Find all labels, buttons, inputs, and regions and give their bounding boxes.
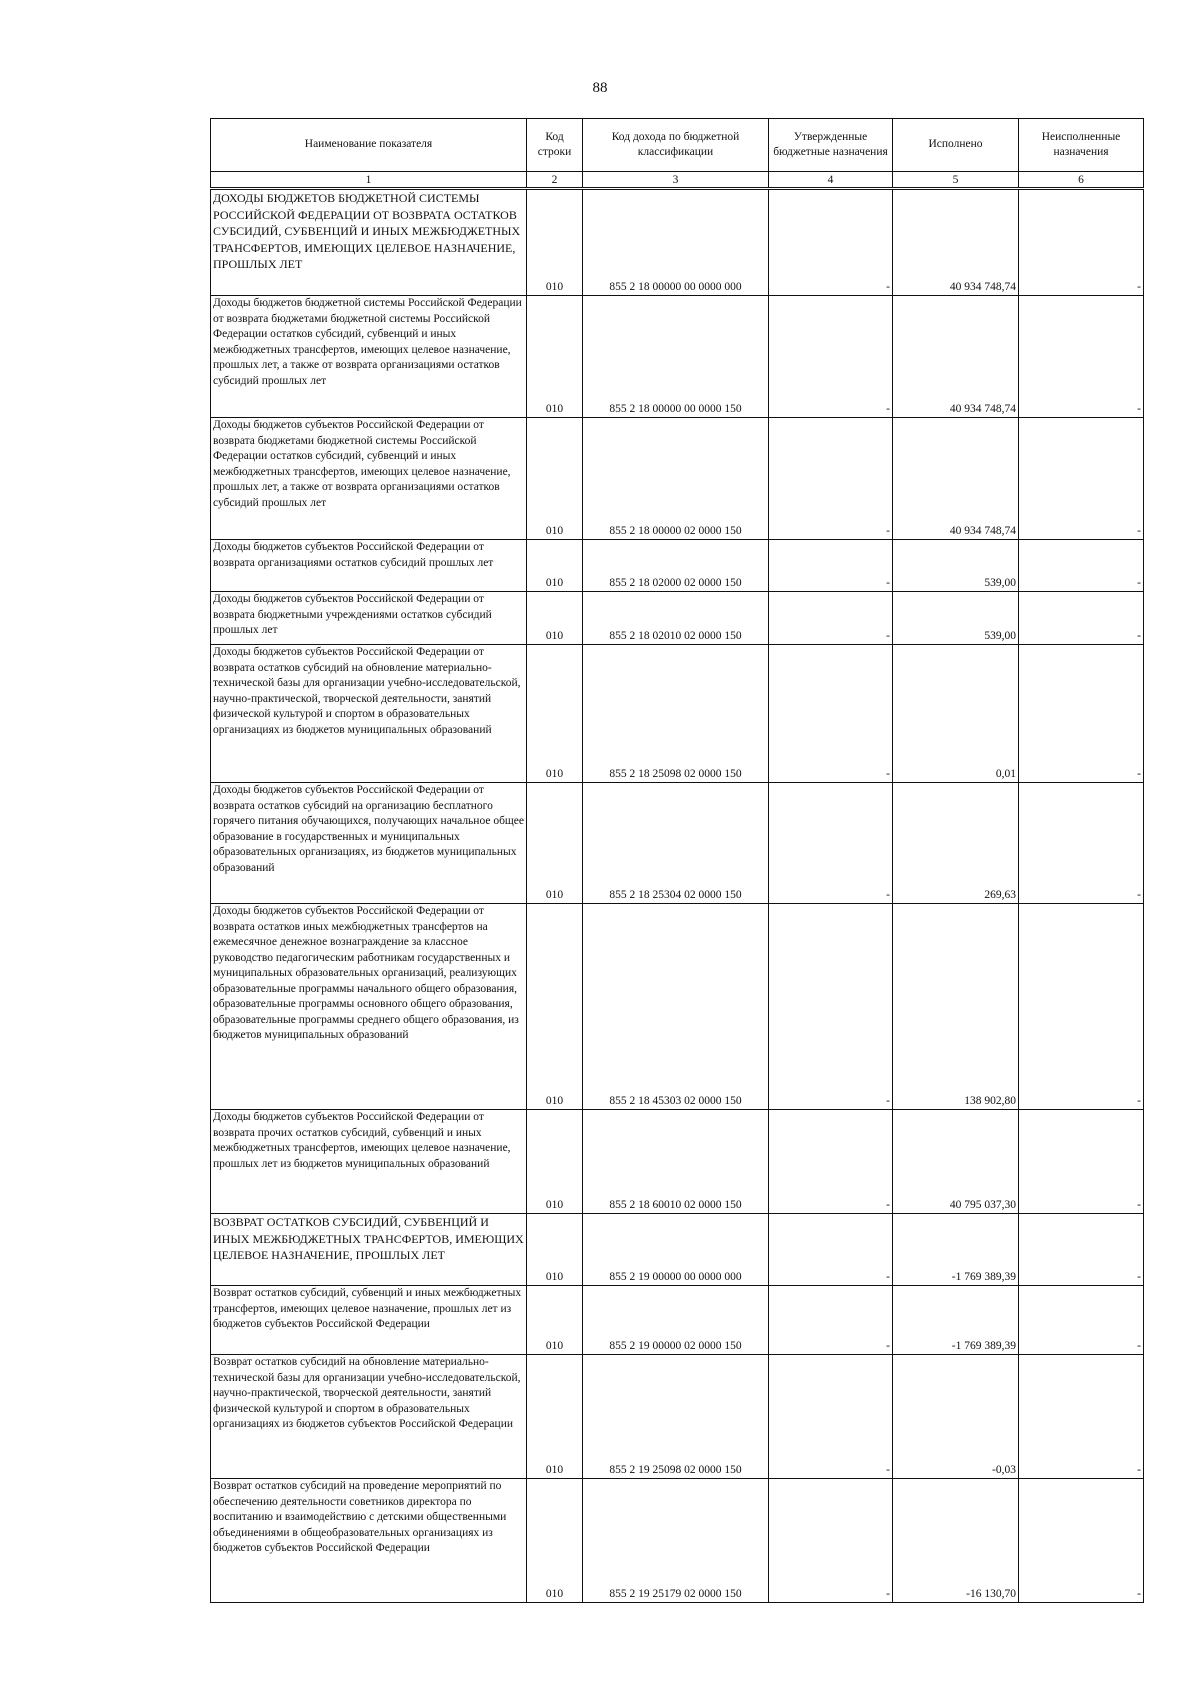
budget-classification-code: 855 2 19 00000 02 0000 150 [583, 1286, 769, 1355]
line-code: 010 [527, 1286, 583, 1355]
unexecuted-amount: - [1019, 1286, 1144, 1355]
approved-amount: - [769, 296, 893, 418]
column-header-kbk: Код дохода по бюджетной классификации [583, 119, 769, 172]
table-row [211, 1479, 1144, 1603]
table-row [211, 1110, 1144, 1214]
indicator-name: Возврат остатков субсидий на обновление материально-технической базы для организации учебно-исследовательской, научно-практической, творческой деятельности, занятий физической культурой и спортом в образовательных организациях из бюджетов субъектов Российской Федерации [211, 1355, 527, 1479]
approved-amount: - [769, 1355, 893, 1479]
indicator-name: Возврат остатков субсидий, субвенций и иных межбюджетных трансфертов, имеющих целевое назначение, прошлых лет из бюджетов субъектов Российской Федерации [211, 1286, 527, 1355]
budget-classification-code: 855 2 19 25179 02 0000 150 [583, 1479, 769, 1603]
approved-amount: - [769, 783, 893, 904]
column-header-line-code: Код строки [527, 119, 583, 172]
budget-classification-code: 855 2 18 45303 02 0000 150 [583, 904, 769, 1110]
indicator-name: Доходы бюджетов субъектов Российской Федерации от возврата бюджетными учреждениями остатков субсидий прошлых лет [211, 592, 527, 645]
table-row [211, 418, 1144, 540]
executed-amount: -16 130,70 [893, 1479, 1019, 1603]
budget-classification-code: 855 2 18 00000 02 0000 150 [583, 418, 769, 540]
budget-classification-code: 855 2 18 60010 02 0000 150 [583, 1110, 769, 1214]
table-row [211, 1214, 1144, 1286]
unexecuted-amount: - [1019, 1110, 1144, 1214]
unexecuted-amount: - [1019, 1214, 1144, 1286]
table-row [211, 904, 1144, 1110]
line-code: 010 [527, 296, 583, 418]
unexecuted-amount: - [1019, 540, 1144, 592]
column-number: 4 [769, 172, 893, 189]
executed-amount: -0,03 [893, 1355, 1019, 1479]
executed-amount: 269,63 [893, 783, 1019, 904]
indicator-name: ДОХОДЫ БЮДЖЕТОВ БЮДЖЕТНОЙ СИСТЕМЫ РОССИЙСКОЙ ФЕДЕРАЦИИ ОТ ВОЗВРАТА ОСТАТКОВ СУБСИДИЙ, СУБВЕНЦИЙ И ИНЫХ МЕЖБЮДЖЕТНЫХ ТРАНСФЕРТОВ, ИМЕЮЩИХ ЦЕЛЕВОЕ НАЗНАЧЕНИЕ, ПРОШЛЫХ ЛЕТ [211, 189, 527, 296]
executed-amount: -1 769 389,39 [893, 1286, 1019, 1355]
indicator-name: Возврат остатков субсидий на проведение мероприятий по обеспечению деятельности советников директора по воспитанию и взаимодействию с детскими общественными объединениями в общеобразовательных организациях из бюджетов субъектов Российской Федерации [211, 1479, 527, 1603]
column-header-approved: Утвержденные бюджетные назначения [769, 119, 893, 172]
line-code: 010 [527, 1110, 583, 1214]
unexecuted-amount: - [1019, 1479, 1144, 1603]
approved-amount: - [769, 1110, 893, 1214]
table-row [211, 592, 1144, 645]
approved-amount: - [769, 904, 893, 1110]
indicator-name: Доходы бюджетов субъектов Российской Федерации от возврата бюджетами бюджетной системы Российской Федерации остатков субсидий, субвенций и иных межбюджетных трансфертов, имеющих целевое назначение, прошлых лет, а также от возврата организациями остатков субсидий прошлых лет [211, 418, 527, 540]
unexecuted-amount: - [1019, 592, 1144, 645]
executed-amount: 40 934 748,74 [893, 418, 1019, 540]
unexecuted-amount: - [1019, 783, 1144, 904]
unexecuted-amount: - [1019, 904, 1144, 1110]
budget-classification-code: 855 2 18 00000 00 0000 000 [583, 189, 769, 296]
unexecuted-amount: - [1019, 645, 1144, 783]
table-row [211, 1286, 1144, 1355]
line-code: 010 [527, 1214, 583, 1286]
table-row [211, 1355, 1144, 1479]
column-number: 3 [583, 172, 769, 189]
unexecuted-amount: - [1019, 1355, 1144, 1479]
executed-amount: 40 934 748,74 [893, 189, 1019, 296]
approved-amount: - [769, 645, 893, 783]
column-number: 1 [211, 172, 527, 189]
approved-amount: - [769, 418, 893, 540]
executed-amount: 539,00 [893, 540, 1019, 592]
approved-amount: - [769, 1286, 893, 1355]
budget-revenue-table [210, 118, 1144, 1603]
line-code: 010 [527, 1479, 583, 1603]
column-number: 6 [1019, 172, 1144, 189]
line-code: 010 [527, 418, 583, 540]
budget-classification-code: 855 2 18 02010 02 0000 150 [583, 592, 769, 645]
column-number: 2 [527, 172, 583, 189]
line-code: 010 [527, 592, 583, 645]
indicator-name: Доходы бюджетов бюджетной системы Российской Федерации от возврата бюджетами бюджетной системы Российской Федерации остатков субсидий, субвенций и иных межбюджетных трансфертов, имеющих целевое назначение, прошлых лет, а также от возврата организациями остатков субсидий прошлых лет [211, 296, 527, 418]
approved-amount: - [769, 189, 893, 296]
executed-amount: 40 795 037,30 [893, 1110, 1019, 1214]
column-number-row [211, 172, 1144, 189]
page-number: 88 [592, 80, 608, 96]
indicator-name: Доходы бюджетов субъектов Российской Федерации от возврата остатков субсидий на организацию бесплатного горячего питания обучающихся, получающих начальное общее образование в государственных и муниципальных образовательных организациях, из бюджетов муниципальных образований [211, 783, 527, 904]
table-row [211, 296, 1144, 418]
executed-amount: 40 934 748,74 [893, 296, 1019, 418]
executed-amount: 138 902,80 [893, 904, 1019, 1110]
approved-amount: - [769, 1214, 893, 1286]
approved-amount: - [769, 1479, 893, 1603]
indicator-name: Доходы бюджетов субъектов Российской Федерации от возврата остатков иных межбюджетных трансфертов на ежемесячное денежное вознаграждение за классное руководство педагогическим работникам государственных и муниципальных образовательных организаций, реализующих образовательные программы начального общего образования, образовательные программы основного общего образования, образовательные программы среднего общего образования, из бюджетов муниципальных образований [211, 904, 527, 1110]
approved-amount: - [769, 592, 893, 645]
indicator-name: Доходы бюджетов субъектов Российской Федерации от возврата остатков субсидий на обновление материально-технической базы для организации учебно-исследовательской, научно-практической, творческой деятельности, занятий физической культурой и спортом в образовательных организациях из бюджетов муниципальных образований [211, 645, 527, 783]
indicator-name: ВОЗВРАТ ОСТАТКОВ СУБСИДИЙ, СУБВЕНЦИЙ И ИНЫХ МЕЖБЮДЖЕТНЫХ ТРАНСФЕРТОВ, ИМЕЮЩИХ ЦЕЛЕВОЕ НАЗНАЧЕНИЕ, ПРОШЛЫХ ЛЕТ [211, 1214, 527, 1286]
table-row [211, 540, 1144, 592]
column-header-name: Наименование показателя [211, 119, 527, 172]
unexecuted-amount: - [1019, 418, 1144, 540]
table-header-row [211, 119, 1144, 172]
line-code: 010 [527, 645, 583, 783]
line-code: 010 [527, 540, 583, 592]
budget-classification-code: 855 2 18 25304 02 0000 150 [583, 783, 769, 904]
table-row [211, 189, 1144, 296]
unexecuted-amount: - [1019, 296, 1144, 418]
budget-classification-code: 855 2 19 00000 00 0000 000 [583, 1214, 769, 1286]
executed-amount: 539,00 [893, 592, 1019, 645]
table-row [211, 783, 1144, 904]
column-header-unexecuted: Неисполненные назначения [1019, 119, 1144, 172]
budget-classification-code: 855 2 19 25098 02 0000 150 [583, 1355, 769, 1479]
budget-classification-code: 855 2 18 02000 02 0000 150 [583, 540, 769, 592]
unexecuted-amount: - [1019, 189, 1144, 296]
indicator-name: Доходы бюджетов субъектов Российской Федерации от возврата прочих остатков субсидий, субвенций и иных межбюджетных трансфертов, имеющих целевое назначение, прошлых лет из бюджетов муниципальных образований [211, 1110, 527, 1214]
table-row [211, 645, 1144, 783]
executed-amount: 0,01 [893, 645, 1019, 783]
executed-amount: -1 769 389,39 [893, 1214, 1019, 1286]
budget-classification-code: 855 2 18 25098 02 0000 150 [583, 645, 769, 783]
line-code: 010 [527, 189, 583, 296]
line-code: 010 [527, 1355, 583, 1479]
column-number: 5 [893, 172, 1019, 189]
line-code: 010 [527, 783, 583, 904]
table-body [211, 189, 1144, 1603]
line-code: 010 [527, 904, 583, 1110]
indicator-name: Доходы бюджетов субъектов Российской Федерации от возврата организациями остатков субсидий прошлых лет [211, 540, 527, 592]
budget-classification-code: 855 2 18 00000 00 0000 150 [583, 296, 769, 418]
approved-amount: - [769, 540, 893, 592]
column-header-executed: Исполнено [893, 119, 1019, 172]
